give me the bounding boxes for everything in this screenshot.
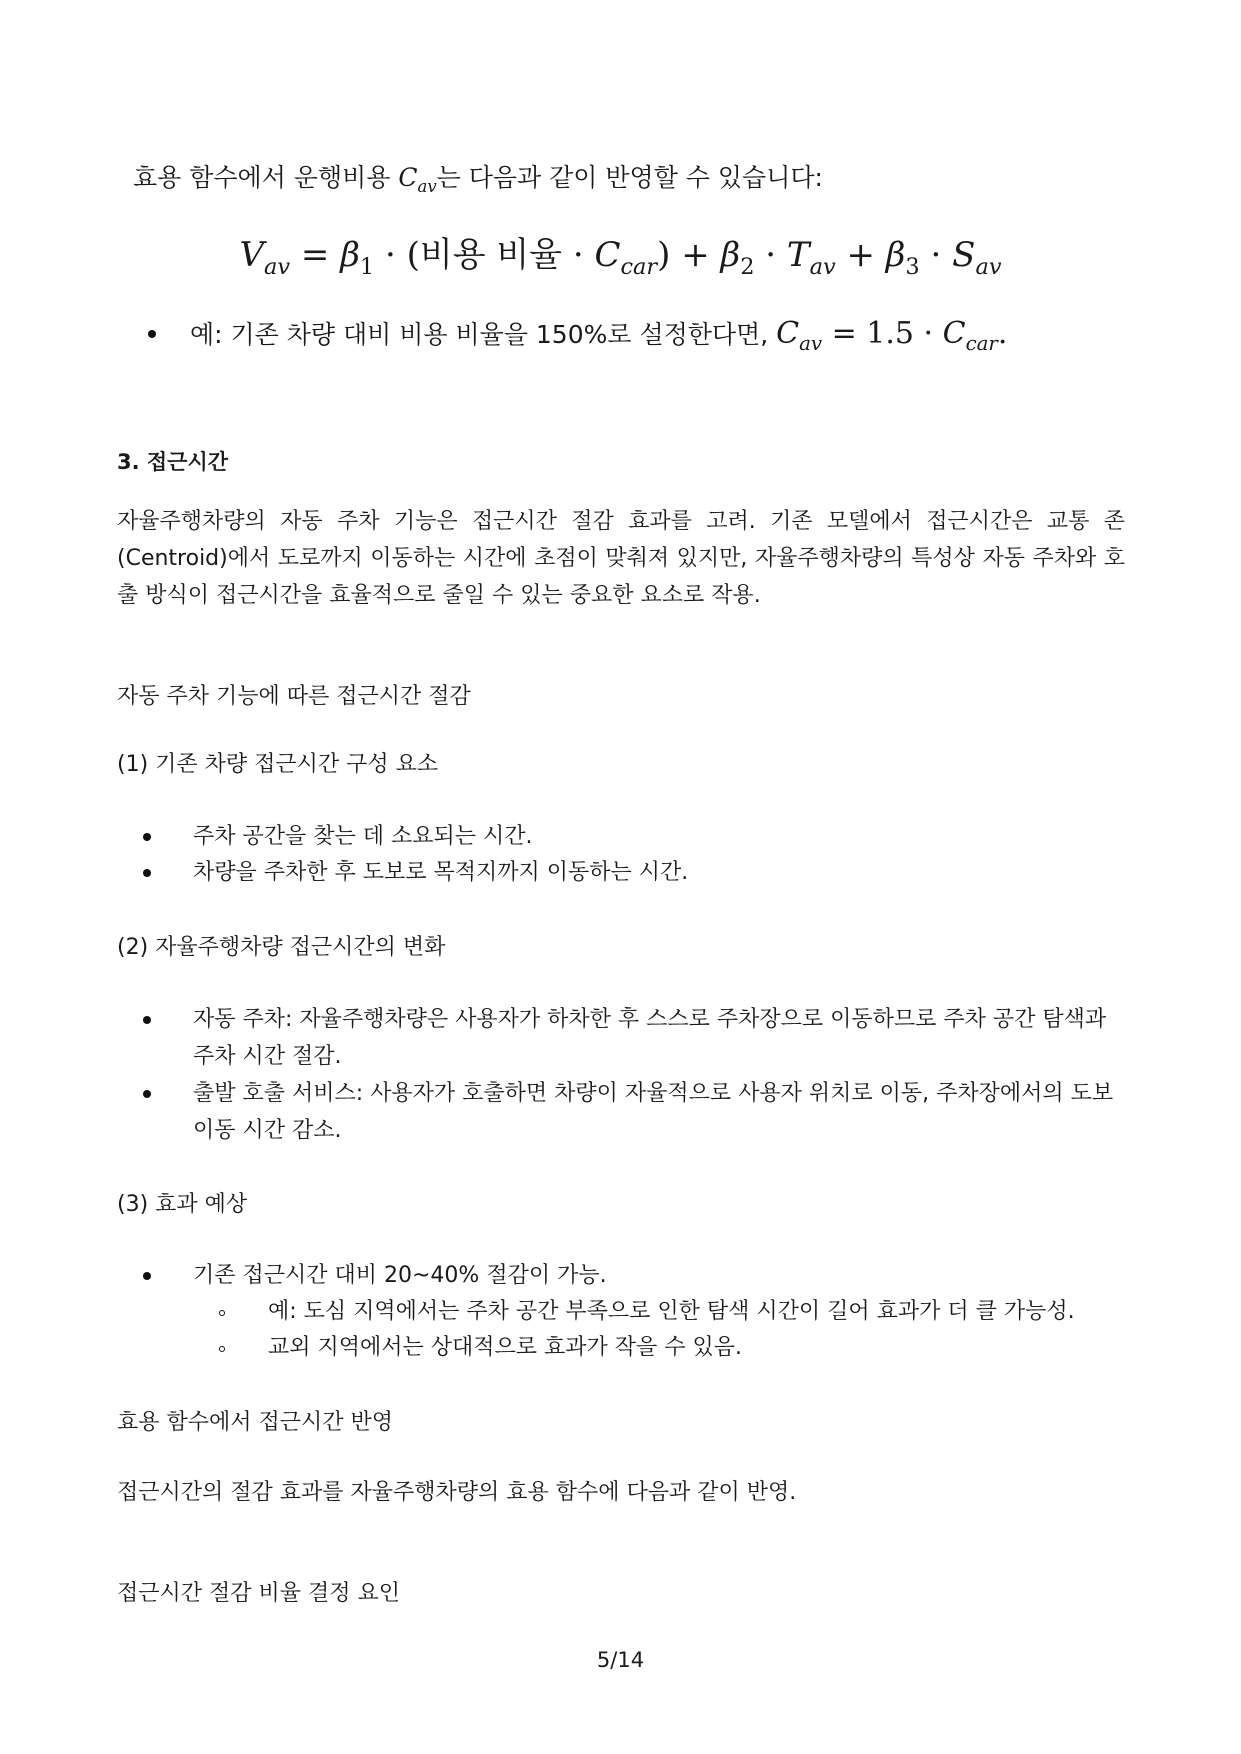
- item3-title: (3) 효과 예상: [117, 1192, 248, 1217]
- sub-bullet-circle: [219, 1346, 225, 1352]
- sub-list-item: 교외 지역에서는 상대적으로 효과가 작을 수 있음.: [268, 1335, 742, 1360]
- example-text: 예: 기존 차량 대비 비용 비율을 150%로 설정한다면, $C_{av} = 1.5 \cdot C_{car}$.: [190, 316, 1008, 355]
- list-item: 출발 호출 서비스: 사용자가 호출하면 차량이 자율적으로 사용자 위치로 이동, 주차장에서의 도보: [193, 1081, 1114, 1106]
- section-heading: 3. 접근시간: [117, 450, 229, 474]
- bullet-dot: [143, 869, 151, 877]
- utility-formula: $V_{av} = \beta_1$ · (비용 비율 · $C_{car}) + \beta_2 \cdot T_{av} + \beta_3 \cdot S_{av}$: [239, 235, 1002, 280]
- subheading-factors: 접근시간 절감 비율 결정 요인: [117, 1581, 400, 1606]
- intro-var: $C_{av}$: [398, 163, 437, 196]
- bullet-dot: [143, 1090, 151, 1098]
- item1-title: (1) 기존 차량 접근시간 구성 요소: [117, 752, 439, 777]
- bullet-dot: [143, 1272, 151, 1280]
- list-item: 자동 주차: 자율주행차량은 사용자가 하차한 후 스스로 주차장으로 이동하므로 주차 공간 탐색과: [193, 1007, 1107, 1032]
- subheading-utility: 효용 함수에서 접근시간 반영: [117, 1410, 394, 1435]
- subheading-auto-parking: 자동 주차 기능에 따른 접근시간 절감: [117, 684, 471, 709]
- list-item-continuation: 이동 시간 감소.: [193, 1118, 342, 1143]
- page-number: 5/14: [596, 1648, 645, 1672]
- bullet-dot: [143, 833, 151, 841]
- list-item: 기존 접근시간 대비 20~40% 절감이 가능.: [193, 1263, 607, 1288]
- intro-after: 는 다음과 같이 반영할 수 있습니다:: [436, 163, 823, 192]
- list-item: 주차 공간을 찾는 데 소요되는 시간.: [193, 824, 533, 849]
- bullet-dot: [148, 330, 156, 338]
- sub-list-item: 예: 도심 지역에서는 주차 공간 부족으로 인한 탐색 시간이 길어 효과가 더 클 가능성.: [268, 1299, 1075, 1324]
- section-paragraph: 자율주행차량의 자동 주차 기능은 접근시간 절감 효과를 고려. 기존 모델에서 접근시간은 교통 존 (Centroid)에서 도로까지 이동하는 시간에 초점이 맞춰져 있지만, 자율주행차량의 특성상 자동 주차와 호출 방식이 접근시간을 효율적으로 줄일 수 있는 중요한 요소로 작용.: [117, 509, 1125, 608]
- sub-bullet-circle: [219, 1310, 225, 1316]
- list-item: 차량을 주차한 후 도보로 목적지까지 이동하는 시간.: [193, 860, 689, 885]
- formula-ratio-label: 비용 비율: [419, 235, 563, 275]
- intro-before: 효용 함수에서 운행비용: [133, 163, 399, 192]
- utility-text: 접근시간의 절감 효과를 자율주행차량의 효용 함수에 다음과 같이 반영.: [117, 1480, 797, 1505]
- intro-text: [133, 158, 823, 207]
- bullet-dot: [143, 1016, 151, 1024]
- list-item-continuation: 주차 시간 절감.: [193, 1044, 342, 1069]
- item2-title: (2) 자율주행차량 접근시간의 변화: [117, 935, 446, 960]
